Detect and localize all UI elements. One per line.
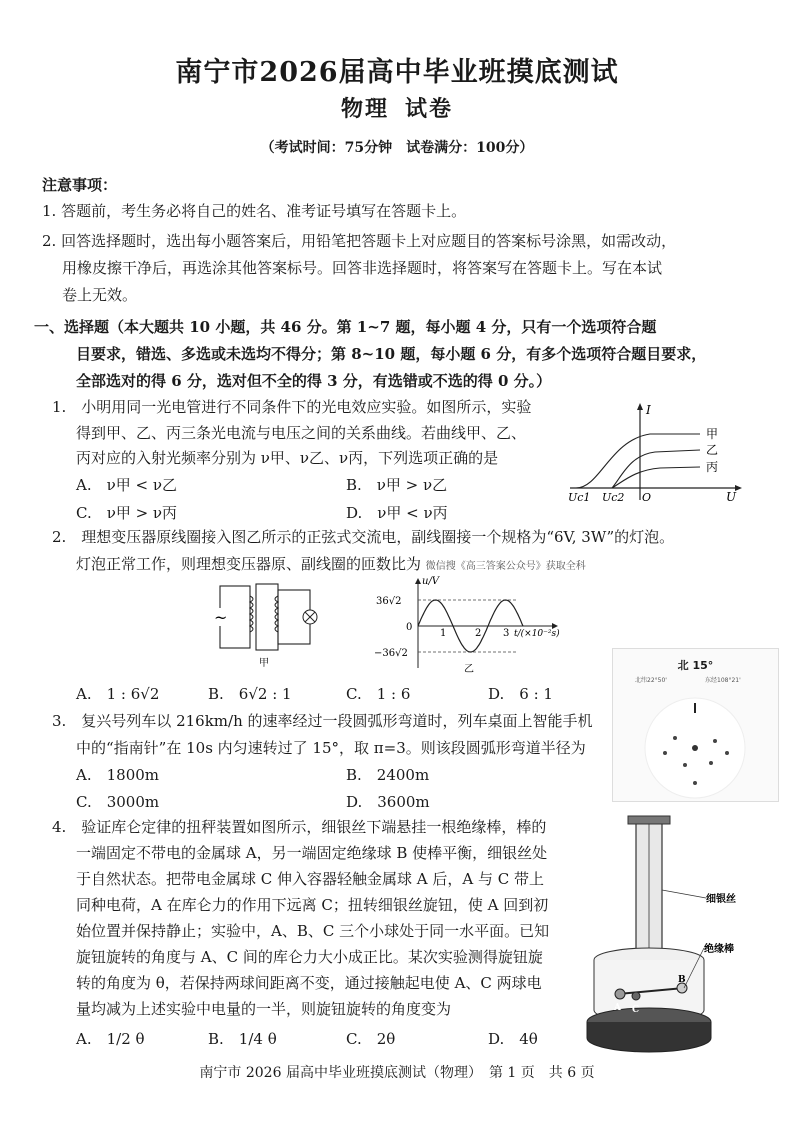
q3-line-2: 中的“指南针”在 10s 内匀速转过了 15°，取 π=3。则该段圆弧形弯道半径为 xyxy=(76,739,586,757)
notes-heading: 注意事项： xyxy=(42,176,118,194)
note-2-line-3: 卷上无效。 xyxy=(62,286,138,304)
q4-line-6: 旋钮旋转的角度与 A、C 间的库仑力大小成正比。某次实验测得旋钮旋 xyxy=(76,948,543,966)
page-footer: 南宁市 2026 届高中毕业班摸底测试（物理） 第 1 页 共 6 页 xyxy=(199,1065,595,1081)
compass-dot-4 xyxy=(709,761,713,765)
q1-origin: O xyxy=(642,491,652,504)
wire-label: 细银丝 xyxy=(706,894,736,905)
q1-line-2: 得到甲、乙、丙三条光电流与电压之间的关系曲线。若曲线甲、乙、 xyxy=(76,424,527,442)
q4-line-8: 量均减为上述实验中电量的一半，则旋钮旋转的角度变为 xyxy=(76,1000,452,1018)
q1-option-a: A. ν甲 < ν乙 xyxy=(76,476,177,494)
q4-line-7: 转的角度为 θ，若保持两球间距离不变，通过接触起电使 A、C 两球电 xyxy=(76,974,542,992)
q4-option-b: B. 1/4 θ xyxy=(208,1030,277,1048)
q2-u-arrow xyxy=(415,578,421,584)
q1-option-b: B. ν甲 > ν乙 xyxy=(346,476,448,494)
q1-y-arrow xyxy=(637,403,643,410)
q2-option-d: D. 6 : 1 xyxy=(488,685,553,703)
q2-option-c: C. 1 : 6 xyxy=(346,685,411,703)
subject-title xyxy=(0,92,794,123)
section-1-line-3: 全部选对的得 6 分，选对但不全的得 3 分，有选错或不选的得 0 分。） xyxy=(76,372,552,390)
compass-longitude: 东经108°21' xyxy=(705,677,741,684)
q1-line-1: 1. 小明用同一光电管进行不同条件下的光电效应实验。如图所示，实验 xyxy=(52,398,532,416)
note-2-line-1: 2. 回答选择题时，选出每小题答案后，用铅笔把答题卡上对应题目的答案标号涂黑，如需改动， xyxy=(42,232,677,250)
q1-curve-yi xyxy=(612,450,700,488)
ball-c xyxy=(632,992,640,1000)
q2-line-1: 2. 理想变压器原线圈接入图乙所示的正弦式交流电，副线圈接一个规格为“6V, 3W”的灯泡。 xyxy=(52,528,675,546)
q2-option-a: A. 1 : 6√2 xyxy=(76,685,160,703)
q2-t-tick-2: 2 xyxy=(475,628,482,639)
q4-option-d: D. 4θ xyxy=(488,1030,538,1048)
compass-dot-5 xyxy=(663,751,667,755)
q1-option-c: C. ν甲 > ν丙 xyxy=(76,504,178,522)
q4-line-5: 始位置并保持静止；实验中，A、B、C 三个小球处于同一水平面。已知 xyxy=(76,922,550,940)
q2-ac-source: ~ xyxy=(214,608,228,627)
compass-dial xyxy=(635,693,755,801)
compass-center xyxy=(692,745,698,751)
q2-t-label: t/(×10⁻²s) xyxy=(514,629,560,639)
q1-line-3: 丙对应的入射光频率分别为 ν甲、ν乙、ν丙，下列选项正确的是 xyxy=(76,449,499,467)
wire-pointer xyxy=(662,890,706,898)
q2-fig-b-label: 乙 xyxy=(464,664,474,675)
q2-t-tick-1: 1 xyxy=(440,628,447,639)
q4-line-1: 4. 验证库仑定律的扭秤装置如图所示，细银丝下端悬挂一根绝缘棒，棒的 xyxy=(52,818,547,836)
compass-dot-2 xyxy=(713,739,717,743)
note-1: 1. 答题前，考生务必将自己的姓名、准考证号填写在答题卡上。 xyxy=(42,202,467,220)
q3-line-1: 3. 复兴号列车以 216km/h 的速率经过一段圆弧形弯道时，列车桌面上智能手机 xyxy=(52,712,593,730)
q4-option-c: C. 2θ xyxy=(346,1030,396,1048)
q2-primary-coil xyxy=(250,596,253,632)
subject-name: 物理 xyxy=(340,96,389,122)
q1-label-jia: 甲 xyxy=(706,427,719,441)
q1-label-uc1: Uc1 xyxy=(568,491,591,504)
q4-torsion-balance-figure xyxy=(584,810,774,1060)
q1-label-bing: 丙 xyxy=(706,460,719,474)
q2-u-label: u/V xyxy=(422,576,440,587)
compass-dot-7 xyxy=(693,781,697,785)
compass-dot-1 xyxy=(673,736,677,740)
q2-y-pos-label: 36√2 xyxy=(376,596,402,607)
section-1-line-1: 一、选择题（本大题共 10 小题，共 46 分。第 1~7 题，每小题 4 分，只有一个选项符合题 xyxy=(34,318,657,336)
compass-dot-3 xyxy=(683,763,687,767)
q4-line-2: 一端固定不带电的金属球 A，另一端固定绝缘球 B 使棒平衡，细银丝处 xyxy=(76,844,548,862)
q1-x-label: U xyxy=(726,490,737,504)
ball-a xyxy=(615,989,625,999)
q1-label-yi: 乙 xyxy=(706,443,719,457)
compass-heading: 北 15° xyxy=(677,659,714,672)
q2-line-2-text: 灯泡正常工作，则理想变压器原、副线圈的匝数比为 xyxy=(76,555,422,573)
ball-c-label: C xyxy=(632,1005,640,1015)
q2-y-neg-label: −36√2 xyxy=(374,648,408,659)
q3-option-a: A. 1800m xyxy=(76,766,159,784)
q1-option-d: D. ν甲 < ν丙 xyxy=(346,504,448,522)
q2-transformer-figure xyxy=(212,578,322,670)
watermark-text: 微信搜《高三答案公众号》获取全科 xyxy=(425,561,586,572)
q1-iu-graph xyxy=(560,400,750,505)
compass-latitude: 北纬22°50' xyxy=(635,677,667,684)
q2-t-tick-3: 3 xyxy=(503,628,510,639)
q3-option-c: C. 3000m xyxy=(76,793,160,811)
torsion-knob-icon xyxy=(628,816,670,824)
rod-label: 绝缘棒 xyxy=(704,944,734,955)
page-title: 南宁市2026届高中毕业班摸底测试 xyxy=(175,57,619,88)
ball-b-label: B xyxy=(678,975,686,985)
q3-compass-photo xyxy=(612,648,779,802)
q1-curve-jia xyxy=(576,434,700,488)
base-body xyxy=(587,1022,711,1052)
exam-info: （考试时间：75分钟 试卷满分：100分） xyxy=(260,140,534,156)
q2-fig-a-label: 甲 xyxy=(259,658,269,669)
q2-y-zero-label: 0 xyxy=(406,622,413,633)
q2-sine-graph xyxy=(372,574,572,682)
section-1-line-2: 目要求，错选、多选或未选均不得分；第 8~10 题，每小题 6 分，有多个选项符合题目要求， xyxy=(76,345,707,363)
ball-a-label: A xyxy=(614,1003,621,1013)
paper-label: 试卷 xyxy=(405,96,454,122)
q3-option-b: B. 2400m xyxy=(346,766,430,784)
q1-label-uc2: Uc2 xyxy=(602,491,625,504)
q3-option-d: D. 3600m xyxy=(346,793,430,811)
q2-option-b: B. 6√2 : 1 xyxy=(208,685,292,703)
compass-dot-6 xyxy=(725,751,729,755)
q4-option-a: A. 1/2 θ xyxy=(76,1030,145,1048)
note-2-line-2: 用橡皮擦干净后，再选涂其他答案标号。回答非选择题时，将答案写在答题卡上。写在本试 xyxy=(62,259,663,277)
q4-line-3: 于自然状态。把带电金属球 C 伸入容器轻触金属球 A 后，A 与 C 带上 xyxy=(76,870,544,888)
q1-y-label: I xyxy=(646,403,651,417)
q4-line-4: 同种电荷，A 在库仑力的作用下远离 C；扭转细银丝旋钮，使 A 回到初 xyxy=(76,896,549,914)
